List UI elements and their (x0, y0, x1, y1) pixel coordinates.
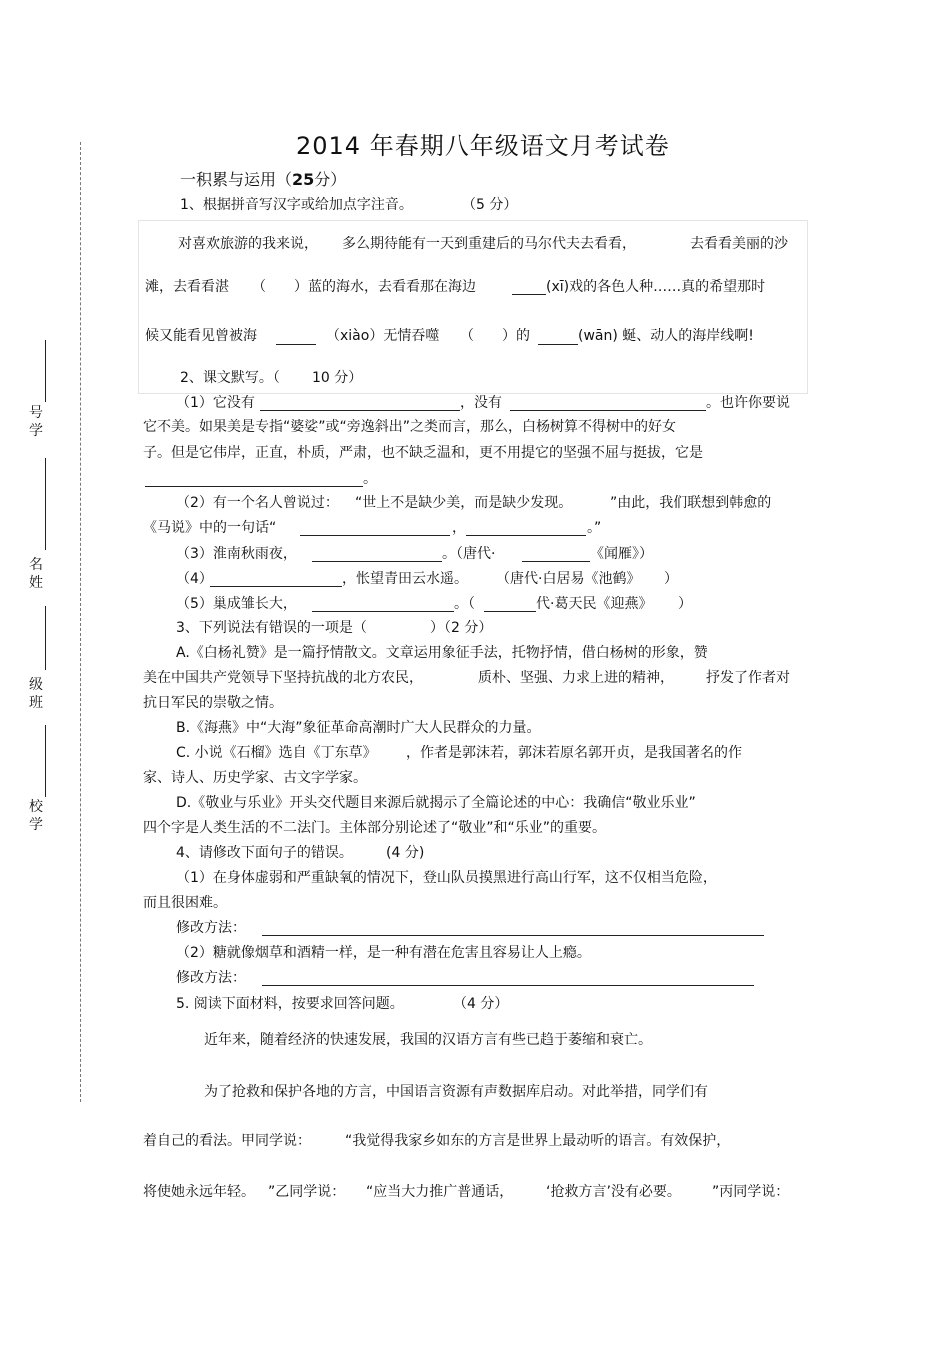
q5-paragraph: 为了抢救和保护各地的方言，中国语言资源有声数据库启动。对此举措，同学们有 (204, 1084, 708, 1100)
q1-text: 对喜欢旅游的我来说， (178, 236, 318, 252)
q2-item: 。 (363, 471, 377, 487)
q2-item: （4） (176, 571, 213, 587)
binding-line (45, 340, 46, 402)
q3-option-d: 四个字是人类生活的不二法门。主体部分别论述了“敬业”和“乐业”的重要。 (143, 820, 607, 836)
answer-blank[interactable] (312, 561, 442, 562)
q2-item: 。” (587, 520, 602, 536)
q2-item: “世上不是缺少美，而是缺少发现。 (355, 495, 573, 511)
q4-sentence: （2）糖就像烟草和酒精一样，是一种有潜在危害且容易让人上瘾。 (176, 945, 591, 961)
q2-item: ，没有 (460, 395, 502, 411)
answer-blank[interactable] (522, 561, 590, 562)
q5-heading: 5. 阅读下面材料，按要求回答问题。 (176, 996, 404, 1012)
q3-option-c: C. 小说《石榴》选自《丁东草》 (176, 745, 377, 761)
q3-option-d: D.《敬业与乐业》开头交代题目来源后就揭示了全篇论述的中心：我确信“敬业乐业” (176, 795, 696, 811)
q2-item: （唐代·白居易《池鹤》 (496, 571, 641, 587)
answer-line[interactable] (262, 935, 764, 936)
q2-score: 10 分） (312, 370, 363, 386)
side-label-student-no: 号学 (29, 405, 43, 439)
q2-item: 《闻雁》） (590, 546, 653, 562)
q3-option-a: 美在中国共产党领导下坚持抗战的北方农民， (143, 670, 423, 686)
q5-score: （4 分） (453, 996, 509, 1012)
q1-text: 去看看美丽的沙 (690, 236, 788, 252)
q3-heading: 3、下列说法有错误的一项是（ (176, 620, 367, 636)
q3-option-b: B.《海燕》中“大海”象征革命高潮时广大人民群众的力量。 (176, 720, 541, 736)
q5-paragraph: ”乙同学说： (268, 1184, 346, 1200)
q2-item: （2）有一个名人曾说过： (176, 495, 339, 511)
binding-dashed-line (80, 142, 81, 1102)
side-label-name: 名姓 (29, 557, 43, 591)
q1-text: 滩，去看看湛 (145, 279, 229, 295)
answer-line[interactable] (262, 985, 754, 986)
q2-item: 《马说》中的一句话“ (143, 520, 277, 536)
q2-item: （3）淮南秋雨夜， (176, 546, 297, 562)
q4-score: (4 分) (386, 845, 425, 861)
answer-blank[interactable] (466, 535, 586, 536)
q1-text: ）的 (502, 328, 530, 344)
q5-paragraph: 近年来，随着经济的快速发展，我国的汉语方言有些已趋于萎缩和衰亡。 (204, 1032, 652, 1048)
section-heading (180, 170, 346, 190)
q2-item: ”由此，我们联想到韩愈的 (610, 495, 772, 511)
q2-item: ，怅望青田云水遥。 (342, 571, 468, 587)
q2-item: 。也许你要说 (706, 395, 790, 411)
q2-item: （1）它没有 (176, 395, 255, 411)
q4-heading: 4、请修改下面句子的错误。 (176, 845, 353, 861)
q1-text: 多么期待能有一天到重建后的马尔代夫去看看， (342, 236, 636, 252)
q3-option-c: ，作者是郭沫若，郭沫若原名郭开贞，是我国著名的作 (406, 745, 742, 761)
q1-heading: 1、根据拼音写汉字或给加点字注音。 (180, 197, 413, 213)
binding-line (45, 606, 46, 670)
q3-option-a: 抒发了作者对 (706, 670, 790, 686)
side-label-class: 级班 (29, 677, 43, 711)
q1-text: ）蓝的海水，去看看那在海边 (294, 279, 476, 295)
q3-score: ）（2 分） (430, 620, 493, 636)
q1-blank-open: （ (460, 328, 474, 344)
answer-blank[interactable] (538, 344, 578, 345)
answer-blank[interactable] (260, 410, 460, 411)
answer-blank[interactable] (312, 611, 454, 612)
answer-blank[interactable] (512, 294, 546, 295)
q2-heading: 2、课文默写。（ (180, 370, 280, 386)
q5-paragraph: “我觉得我家乡如东的方言是世界上最动听的语言。有效保护， (345, 1133, 731, 1149)
q2-item: 。（ (454, 596, 475, 612)
fix-label: 修改方法： (176, 920, 246, 936)
q2-item: ） (678, 596, 692, 612)
q2-item: ） (664, 571, 678, 587)
q5-paragraph: “应当大力推广普通话， (366, 1184, 514, 1200)
q5-paragraph: 着自己的看法。甲同学说： (143, 1133, 311, 1149)
q2-item: ， (452, 520, 466, 536)
q1-text: （xiào）无情吞噬 (326, 328, 440, 344)
q1-text: 候又能看见曾被海 (145, 328, 257, 344)
q5-paragraph: ‘抢救方言’没有必要。 (546, 1184, 681, 1200)
q4-sentence: 而且很困难。 (143, 895, 227, 911)
q2-item: （5）巢成雏长大， (176, 596, 297, 612)
q3-option-a: A.《白杨礼赞》是一篇抒情散文。文章运用象征手法，托物抒情，借白杨树的形象，赞 (176, 645, 708, 661)
q1-text: (xī)戏的各色人种……真的希望那时 (546, 279, 766, 295)
answer-blank[interactable] (276, 344, 316, 345)
q3-option-a: 抗日军民的崇敬之情。 (143, 695, 283, 711)
side-label-school: 校学 (29, 799, 43, 833)
q4-sentence: （1）在身体虚弱和严重缺氧的情况下，登山队员摸黑进行高山行军，这不仅相当危险， (176, 870, 717, 886)
answer-blank[interactable] (484, 611, 536, 612)
q3-option-a: 质朴、坚强、力求上进的精神， (478, 670, 674, 686)
q5-paragraph: 将使她永远年轻。 (143, 1184, 255, 1200)
q2-item: 子。但是它伟岸，正直，朴质，严肃，也不缺乏温和，更不用提它的坚强不屈与挺拔，它是 (143, 445, 703, 461)
section-score: 25 (292, 170, 315, 189)
q3-option-c: 家、诗人、历史学家、古文字学家。 (143, 770, 367, 786)
q2-item: 。（唐代· (442, 546, 496, 562)
answer-blank[interactable] (210, 586, 342, 587)
q1-text: (wān) 蜒、动人的海岸线啊! (578, 328, 754, 344)
answer-blank[interactable] (510, 410, 706, 411)
fix-label: 修改方法： (176, 970, 246, 986)
q1-score: （5 分） (462, 197, 518, 213)
q2-item: 代·葛天民《迎燕》 (536, 596, 653, 612)
q5-paragraph: ”丙同学说： (712, 1184, 790, 1200)
answer-blank[interactable] (300, 535, 450, 536)
page-title: 2014 年春期八年级语文月考试卷 (296, 132, 670, 160)
answer-blank[interactable] (145, 486, 363, 487)
q1-blank-open: （ (252, 279, 266, 295)
q2-item: 它不美。如果美是专指“婆娑”或“旁逸斜出”之类而言，那么，白杨树算不得树中的好女 (143, 419, 677, 435)
section-prefix: 一积累与运用（ (180, 170, 293, 189)
binding-line (45, 458, 46, 550)
section-suffix: 分） (314, 170, 347, 189)
binding-line (45, 725, 46, 797)
